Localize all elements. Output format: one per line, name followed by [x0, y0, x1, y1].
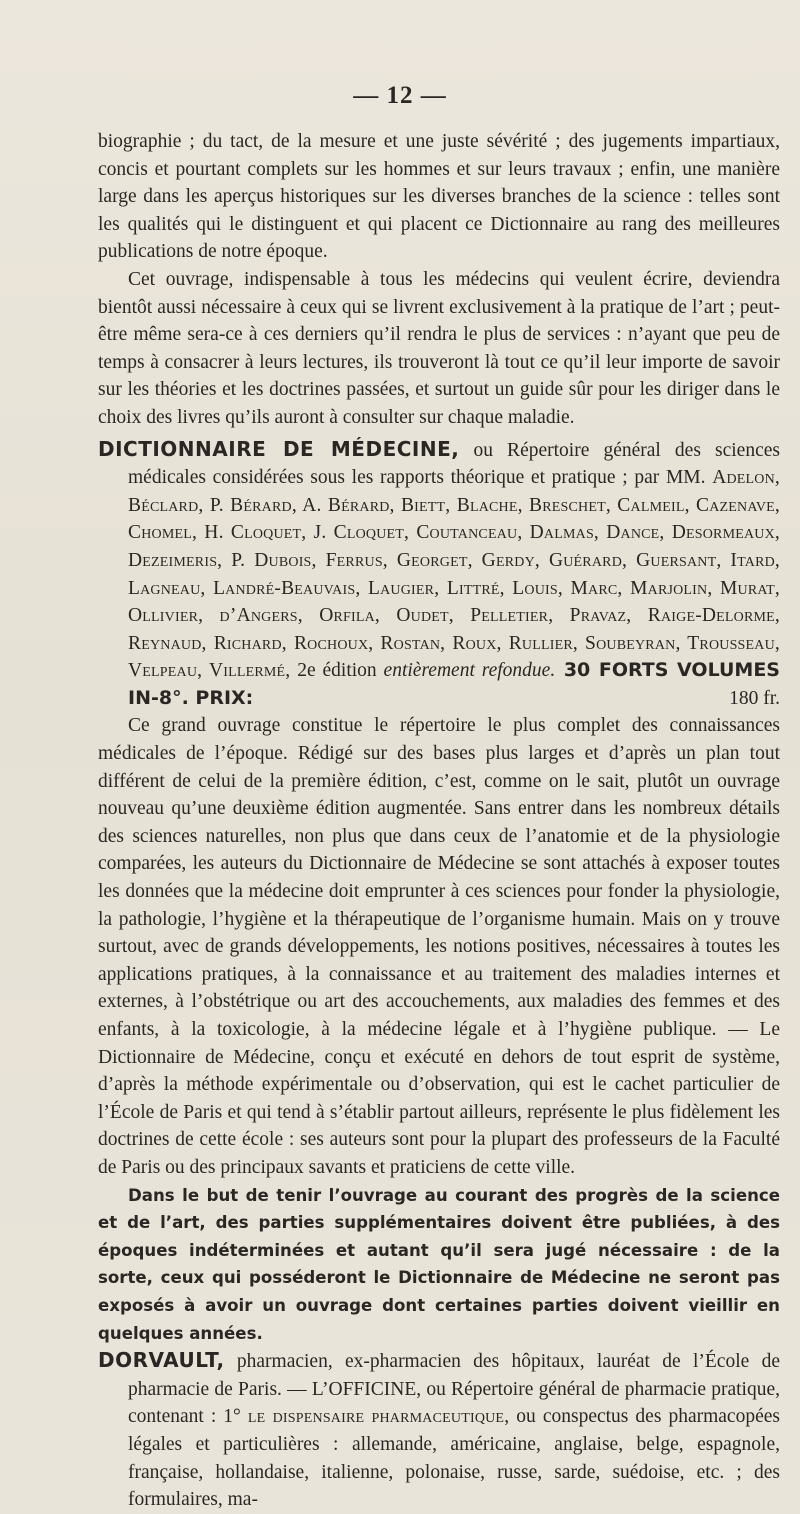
entry-dictionnaire [98, 436, 780, 713]
entry-dorvault [98, 1347, 780, 1514]
paragraph-usefulness: Cet ouvrage, indispensable à tous les médecins qui veulent écrire, deviendra bientôt aussi nécessaire à ceux qui se livrent exclusivement à la pratique de l’art ; peut-être même sera-ce à ces derniers qu’il rendra le plus de services : n’ayant que peu de temps à consacrer à leurs lectures, ils trouveront là tout ce qu’il leur importe de savoir sur les théories et les doctrines passées, et surtout un guide sûr pour les diriger dans le choix des livres qu’ils auront à consulter sur chaque maladie. [98, 268, 780, 428]
entry-price: 180 fr. [729, 687, 780, 709]
paragraph-supplements-notice: Dans le but de tenir l’ouvrage au courant des progrès de la science et de l’art, des parties supplémentaires doivent être publiées, à des époques indéterminées et autant qu’il sera jugé nécessaire : de la sorte, ceux qui posséderont le Dictionnaire de Médecine ne seront pas exposés à avoir un ouvrage dont certaines parties doivent vieillir en quelques années. [98, 1185, 780, 1343]
entry-volumes: 30 FORTS VOLUMES IN-8°. PRIX: [128, 659, 780, 709]
entry-edition: 2e édition [290, 660, 384, 682]
paragraph-description: Ce grand ouvrage constitue le répertoire le plus complet des connaissances médicales de l’époque. Rédigé sur des bases plus larges et d’après un plan tout différent de celui de la première édition, c’est, comme on le sait, plutôt un ouvrage nouveau qu’une deuxième édition augmentée. Sans entrer dans les nombreux détails des sciences naturelles, non plus que dans ceux de l’anatomie et de la physiologie comparées, les auteurs du Dictionnaire de Médecine se sont attachés à exposer toutes les données que la médecine doit emprunter à ces sciences pour fonder la physiologie, la pathologie, l’hygiène et la thérapeutique de l’organisme humain. Mais on y trouve surtout, avec de grands développements, les notions positives, nécessaires à toutes les applications pratiques, à la connaissance et au traitement des maladies internes et externes, à l’obstétrique ou art des accouchements, aux maladies des femmes et des enfants, à la toxicologie, à la médecine légale et à l’hygiène publique. — Le Dictionnaire de Médecine, conçu et exécuté en dehors de tout esprit de système, d’après la méthode expérimentale ou d’observation, qui est le cachet particulier de l’École de Paris et qui tend à s’établir partout ailleurs, représente le plus fidèlement les doctrines de cette école : ses auteurs sont pour la plupart des professeurs de la Faculté de Paris ou des principaux savants et praticiens de cette ville. [98, 715, 780, 1178]
page-number: — 12 — [353, 82, 447, 109]
entry-title: DICTIONNAIRE DE MÉDECINE, [98, 436, 460, 461]
text-column [98, 128, 780, 1514]
entry-text-continued: ou conspectus des pharmacopées légales et particulières : allemande, américaine, anglaise, belge, espagnole, française, hollandaise, italienne, polonaise, russe, sarde, suédoise, etc. ; des formulaires, ma- [128, 1406, 780, 1511]
paragraph-intro: biographie ; du tact, de la mesure et une juste sévérité ; des jugements impartiaux, concis et pourtant complets sur les hommes et sur leurs travaux ; enfin, une manière large dans les aperçus historiques sur les diverses branches de la science : telles sont les qualités qui le distinguent et qui placent ce Dictionnaire au rang des meilleures publications de notre époque. [98, 131, 780, 263]
entry-dispensaire: le dispensaire pharmaceutique, [247, 1406, 510, 1428]
entry-description: ou Répertoire général des sciences médicales considérées sous les rapports théorique et pratique ; par MM. [128, 439, 780, 489]
entry-text: pharmacien, ex-pharmacien des hôpitaux, lauréat de l’École de pharmacie de Paris. — L’OFFICINE, ou Répertoire général de pharmacie pratique, contenant : 1° [128, 1351, 780, 1428]
entry-edition-note: entièrement refondue. [383, 660, 556, 682]
entry-author: DORVAULT, [98, 1348, 225, 1373]
entry-authors: Adelon, Béclard, P. Bérard, A. Bérard, Biett, Blache, Breschet, Calmeil, Cazenave, Chomel, H. Cloquet, J. Cloquet, Coutanceau, Dalmas, Dance, Desormeaux, Dezeimeris, P. Dubois, Ferrus, Georget, Gerdy, Guérard, Guersant, Itard, Lagneau, Landré-Beauvais, Laugier, Littré, Louis, Marc, Marjolin, Murat, Ollivier, d’Angers, Orfila, Oudet, Pelletier, Pravaz, Raige-Delorme, Reynaud, Richard, Rochoux, Rostan, Roux, Rullier, Soubeyran, Trousseau, Velpeau, Villermé, [128, 467, 780, 682]
